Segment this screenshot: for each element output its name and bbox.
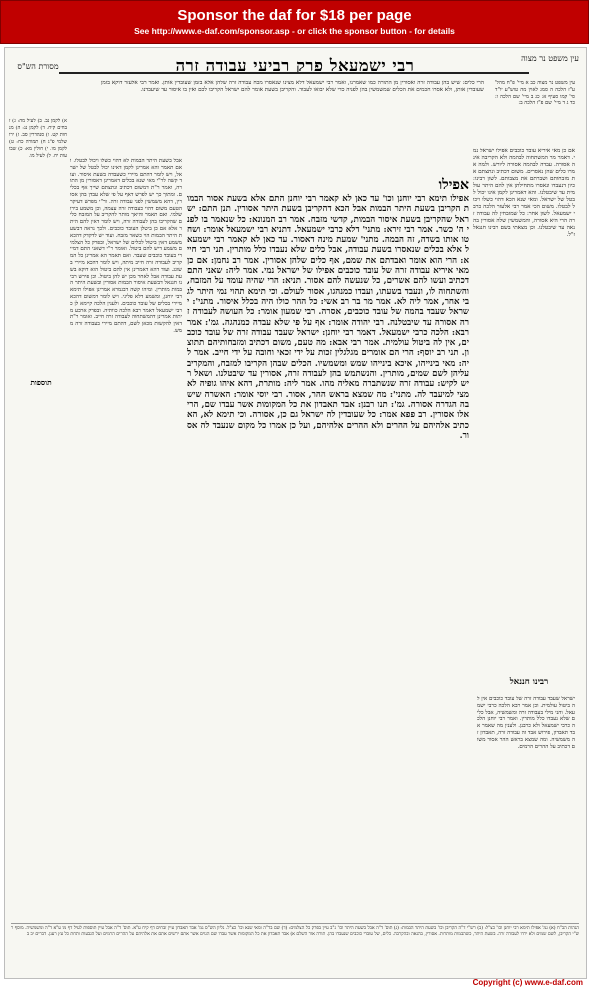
gemara-text: אפילו תימא רבי יוחנן וכו' עד כאן לא קאמר רבי יוחנן התם אלא בשעת אסור הבמות הקריבן בשעת היתר הבמות אבל הכא דהקריבן בשעת היתר אסורין. תנן התם: ישראל שהקריבן בשעת איסור הבמות, קדשי מזבח. אמר רב המנונא: כל שנאמר בו לפני ה' כשר. אמר רבי זירא: מתני' דלא כרבי ישמעאל. דתניא רבי ישמעאל אומר: ושחטו אותו בשדה, זה הבמה. מתני' שמעת מינה דאסור. עד כאן לא קאמר רבי ישמעאל אלא בכלים שנאסרו בשעת עבודה, אבל כלים שלא נעבדו כלל מותרין. תני רבי חייא: הרי הוא אומר ואבדתם את שמם, אף כלים שלהן אסורין. אמר רב נחמן: אם כן מאי איריא עבודה זרה של עובד כוכבים אפילו של ישראל נמי. אמר ליה: שאני התם דכתיב ועשו להם אשרים, כל שנעשה להם אסור. תניא: הרי שהיה עומד על המזבח, והשתחוה לו, ונעבד בשעתו, ועבדו כמנהגו, אסור לעולם. וכי תימא תהוי נמי היתר לגבי אחר, אמר ליה לא. אמר מר בר רב אשי: כל ההר כולו היה בכלל איסור. מתני': ישראל שעבד בהמה של עובד כוכבים, אסרה. רבי שמעון אומר: כל העושה לעבודה זרה אסורה עד שיבטלנה. רבי יהודה אומר: אף על פי שלא עבדה כמנהגה. גמ': אמר רבא: הלכה כרבי ישמעאל. דאמר רבי יוחנן: ישראל שעבד עבודה זרה של עובד כוכבים, אין לה ביטול עולמית. אמר רבי אבא: מה טעם, משום דכתיב ומזבחותיהם תתוצון. תני רב יוסף: הרי הם אומרים מגלגלין זכות על ידי זכאי וחובה על ידי חייב. אמר ליה: מאי בינייהו, איכא בינייהו שמש ומשמשיו. הכלים שבהן הקריבו למזבח, והמקריב עליהן לשם שמים, מותרין. והנשתמש בהן לעבודה זרה, אסורין עד שיבטלנו. ושאל ריש לקיש: עבודה זרה שנשתברה מאליה מהו. אמר ליה: מותרת, דהא איהו גופיה לא מצי למיעבד לה. מתני': מה שמצא בראש ההר, אסור. רבי יוסי אומר: האשרה שיש בה הגדרה אסורה. גמ': תנו רבנן: אבד תאבדון את כל המקומות אשר עבדו שם, הרי אלו אסורין. רב פפא אמר: כל שעובדין לה ישראל גם כן, אסורה. וכי תימא לא, הא כתיב אלהיהם על ההרים ולא ההרים אלהיהם, ועל כן אמרו כל מקום שנעבד לה אסור. xyxy=(187,194,469,441)
tosafot-label: תוספות xyxy=(30,378,52,387)
masoret-hashas-header: מסורת הש"ס xyxy=(17,62,59,71)
gemara-opening-word: אפילו xyxy=(438,177,469,193)
sponsor-banner[interactable] xyxy=(0,0,589,44)
rashi-right-column xyxy=(473,148,575,663)
header-divider xyxy=(59,72,529,74)
footnotes-text: הגהות הב"ח (א) גמ' אפילו תימא רבי יוחנן וכו' כצ"ל: (ב) רש"י ד"ה הקריבן וכו' בשעת היתר הבמות: (ג) תוס' ד"ה אבל בשעת היתר וכו' נ"ב עיין בפרק כל הצלמים: (ד) שם בד"ה ומאי שנא וכו' כצ"ל. גליון הש"ס גמ' אבד תאבדון עיין זבחים דף קיח ע"א. תוס' ד"ה אבל עיין תוספות לעיל דף מו ע"א ד"ה ומשמשיה. מוסף רש"י הקריבן, לשם שמים ולא ירדו לעבודה זרה. בשעת היתר, כשהבמות מותרות. אסורין, בהנאה ובהקרבה. כלים, של עובדי כוכבים שנעבדו בהן. תורה אור השלם א) אבד תאבדון את כל המקומות אשר עבדו שם הגוים אשר אתם ירשים אתם את אלהיהם על ההרים הרמים ועל הגבעות ותחת כל עץ רענן. דברים יב ב xyxy=(11,926,579,937)
copyright-notice[interactable]: Copyright (c) www.e-daf.com xyxy=(472,978,583,987)
rashi-right-text: אם כן מאי איריא עובד כוכבים אפילו ישראל נמי. דאמר מר המשתחוה לבהמה ולא הקריבה אינה אסורה. עבדה לבהמה אסורה ליורש. ולמה אמרו כלים שהן נאסרים. משום דכתיב ונתצתם את מזבחותם ושברתם את מצבותם. לשון רבינו: כיון דנעבדו ונאסרו מתחילתן אין להם היתר עולמית עד שיבטלנו. והא דאמרינן לקמן אינו יכול לבטל של ישראל. ומאי שנא הכא דהוי כשלו ויכול לבטלו. משום הכי אמר רבי אלעזר הלכה כרבי ישמעאל. לשון אחר: כל שמזבחין לה עבודה זרה הרי היא אסורה, והמשמשין שלה אסורין בהנאה עד שיבטלנו. וכן מצאתי בשם רבינו חננאל ז"ל. xyxy=(473,148,575,238)
gemara-column xyxy=(187,174,469,919)
rabbeinu-chananel-column xyxy=(477,696,575,918)
rashi-top-text: הרי כלים: שיש בהן עבודה זרה ואסורין מן התורה כמו שאמרנו, ואמר רבי ישמעאל דלא מצינו שנאסרו מכח עבודה זרה שלהן אלא בזמן שעובדין אותן. ואמר רבי אלעזר דוקא בזמן שעובדין אותן, ולא אסרו חכמים את הכלים שמשמשין בהן לפניה כדי שלא יבואו לעבוד. והקריבן בשעת אומר להם ישראל הקריבו לכם ואין בו איסור עד שיעבדנו. xyxy=(101,80,484,93)
rabbeinu-chananel-label: רבינו חננאל xyxy=(509,677,549,687)
sponsor-banner-subtitle[interactable]: See http://www.e-daf.com/sponsor.asp - or click the sponsor button - for details xyxy=(134,26,455,36)
ein-mishpat-header: עין משפט נר מצוה xyxy=(521,54,579,63)
rabbeinu-chananel-text: ישראל שעבד עבודה זרה של עובד כוכבים אין לה ביטול עולמית. וכן אמר רבא הלכה כרבי ישמעאל. והני מילי בעבודה זרה ומשמשיה, אבל כלים שלא נעבדו כלל מותרין. ואמר רבי יוחנן הלכה כרבי ישמעאל ולא כרבנן. ולענין מה שאמר אבד תאבדון, פירוש אבד זה עבודה זרה, תאבדון זה משמשיה. ומה שמצא בראש ההר אסור משום דכתיב על ההרים הרמים. xyxy=(477,696,575,750)
talmud-page xyxy=(4,47,587,979)
masoret-hashas-column xyxy=(9,118,67,918)
footnotes-block xyxy=(11,923,579,976)
tosafot-column xyxy=(70,158,182,918)
ein-mishpat-text: עין משפט נר מצוה כב א מיי' פ"ח מהל' ע"ז הלכה ה סמג לאוין מה טוש"ע יו"ד סי' קמו סעיף א: כג ב מיי' שם הלכה ו: כד ג ד מיי' שם פ"ז הלכה ב: xyxy=(495,80,575,107)
sponsor-banner-title[interactable]: Sponsor the daf for $18 per page xyxy=(177,7,412,24)
tosafot-text: אבל בשעת היתר הבמות לא דהוי כשלו ויכול לבטלו. ואם תאמר והא אמרינן לקמן דאינו יכול לבטל של ישראל, ויש לומר דהתם מיירי כשעבדה בשעת איסור. ועוד קשה לר"י מאי שנא בכלים דאמרינן דאסורין מן התורה, ואמר ר"ת דמשום דכתיב ונתצתם שייך אף בכלים. ומתוך כך יש לפרש דאף על פי שלא עבדן בהן אסורין, דהא משמשין לפני עבודה זרה. ור"י מפרש דעיקר הטעם משום דהוי כעבודה זרה עצמה, וכן משמע בירושלמי. ואם תאמר והיאך מותר להקריב על המזבח כלים שהקריבו בהן לעבודה זרה, ויש לומר דאין להם היתר אלא אם כן ביטלן העובד כוכבים. ולכך נראה דבשעת היתר הבמות הוי כשאר מזבח. ועוד יש לדקדק דהכא משמע דאין ביטול לכלים של ישראל, ובפרק כל הצלמים משמע דיש להם ביטול. ואומר ר"י דשאני התם דמיירי בעובד כוכבים שעבד. ואם תאמר הא אמרינן כל המקריב לעבודה זרה חייב מיתה, ויש לומר דהכא מיירי בשוגג. ועוד דהא דאמרינן אין להם ביטול הוא דוקא בשעת עבודה אבל לאחר מכן יש להן ביטול. וכן פירש רבינו חננאל דבשעת איסור הבמות אסורין ובשעת היתר הבמות מותרין. ומיהו קשה דבגמרא אמרינן אפילו תימא רבי יוחנן, ומשמע דלא פליגי. ויש לומר דמשום דהכא מיירי בכלים של עובד כוכבים. ולענין הלכה קיימא לן כרבי ישמעאל דאמר רבא הלכה כוותיה. ובפרק ארבע מיתות אמרינן דהמשתחוה לעבודה זרה חייב. ואומר ר"ת דאין להקשות מכאן לשם, דהתם מיירי בעבודה זרה ממש. xyxy=(70,158,182,334)
masoret-hashas-text: א) לקמן נב. ב) לעיל מה: ג) זבחים קיח. ד) לקמן נג: ה) מנחות קט. ו) סנהדרין סב. ז) ירושלמי פ"ג ח) תמורה כח: ט) לקמן מו. י) חולין מא: כ) שבועות יח. ל) לעיל מו. xyxy=(9,118,67,159)
rashi-top-block xyxy=(101,80,484,170)
ein-mishpat-column xyxy=(495,80,575,146)
daf-header: רבי ישמעאל פרק רביעי עבודה זרה xyxy=(175,56,415,75)
